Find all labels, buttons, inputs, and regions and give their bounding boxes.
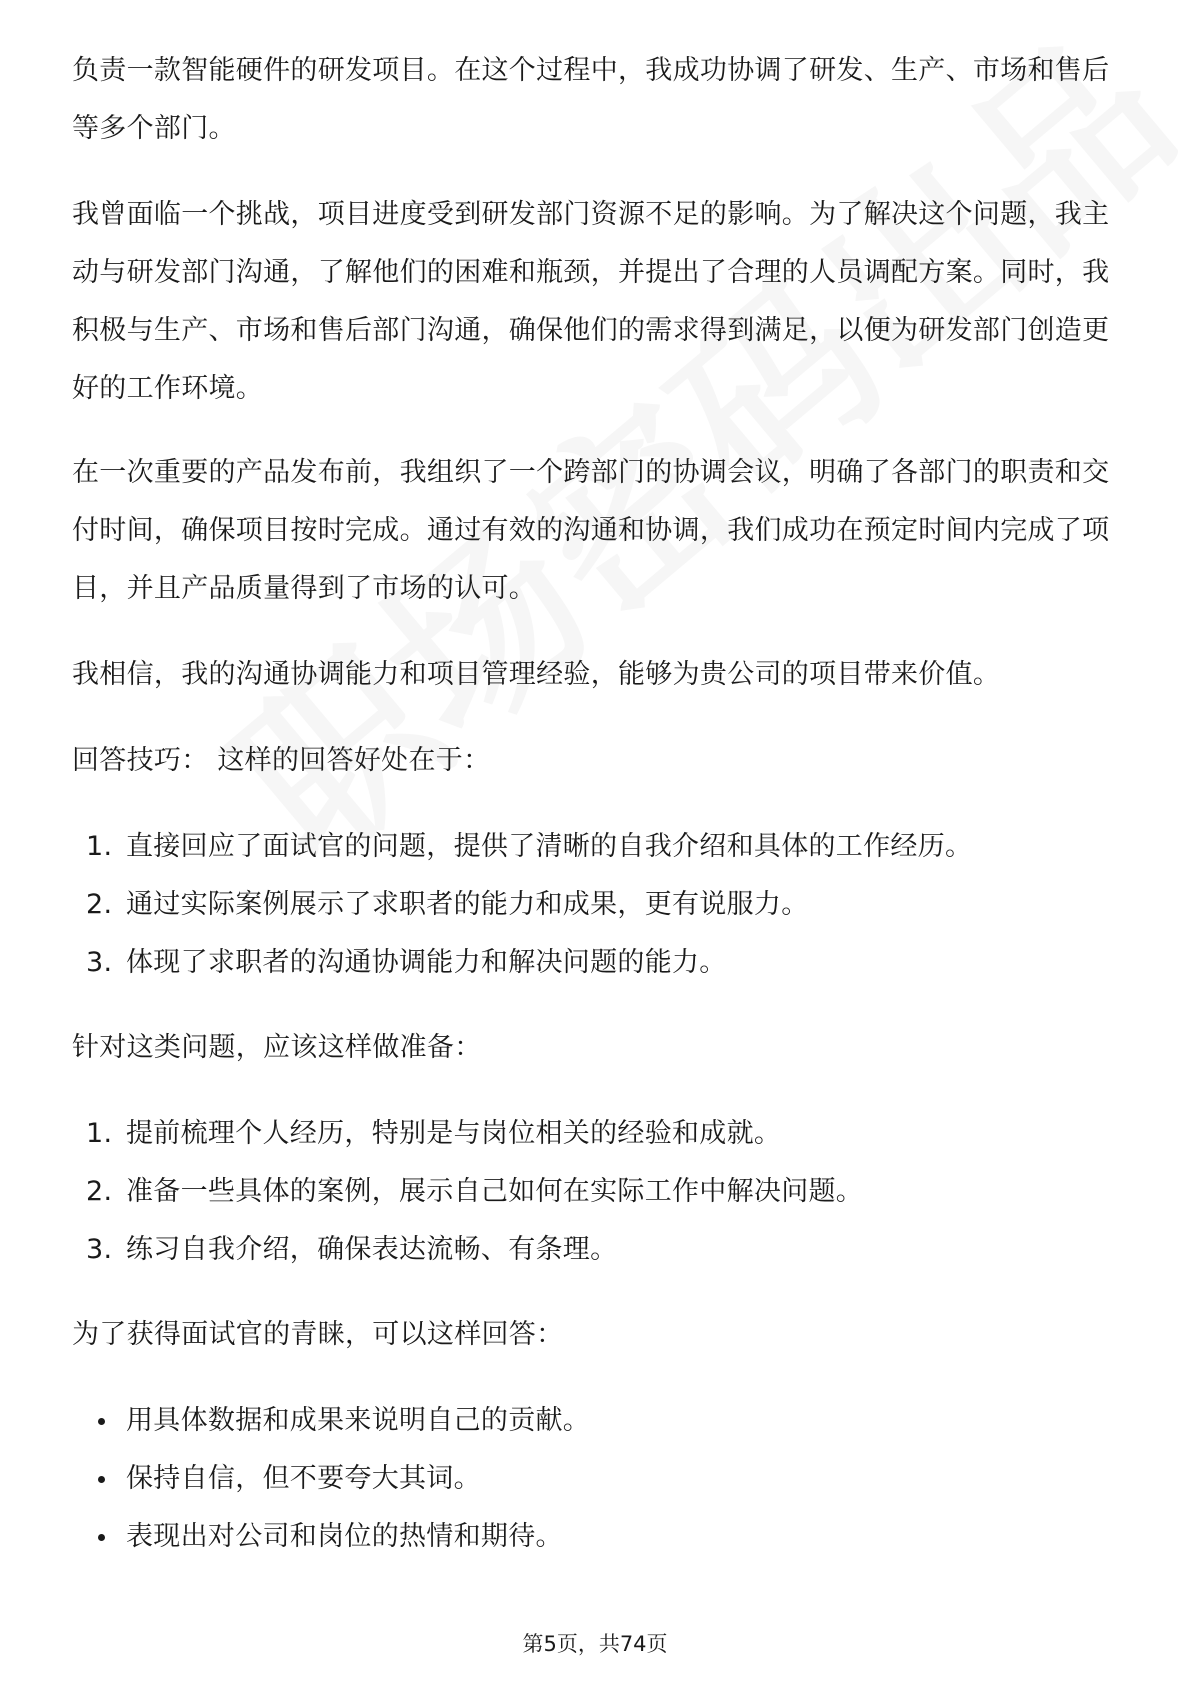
paragraph-challenge: 我曾面临一个挑战，项目进度受到研发部门资源不足的影响。为了解决这个问题，我主动与研发部门沟通，了解他们的困难和瓶颈，并提出了合理的人员调配方案。同时，我积极与生产、市场和售后部门沟通，确保他们的需求得到满足，以便为研发部门创造更好的工作环境。 (72, 199, 1110, 404)
list-item (72, 1163, 863, 1221)
list-item (72, 876, 972, 934)
list-item (72, 818, 972, 876)
paragraph-meeting: 在一次重要的产品发布前，我组织了一个跨部门的协调会议，明确了各部门的职责和交付时间，确保项目按时完成。通过有效的沟通和协调，我们成功在预定时间内完成了项目，并且产品质量得到了市场的认可。 (72, 457, 1110, 604)
list-number: 2. (86, 889, 113, 920)
paragraph-conclusion: 我相信，我的沟通协调能力和项目管理经验，能够为贵公司的项目带来价值。 (72, 659, 1001, 690)
heading-preparation: 针对这类问题，应该这样做准备： (72, 1032, 482, 1063)
list-item-text: 练习自我介绍，确保表达流畅、有条理。 (126, 1234, 618, 1265)
list-item-text: 保持自信，但不要夸大其词。 (126, 1463, 481, 1494)
list-item-text: 体现了求职者的沟通协调能力和解决问题的能力。 (126, 947, 727, 978)
list-item-text: 表现出对公司和岗位的热情和期待。 (126, 1521, 563, 1552)
list-item (72, 1450, 590, 1508)
list-item-text: 用具体数据和成果来说明自己的贡献。 (126, 1405, 591, 1436)
answer-benefits-list (72, 818, 972, 992)
list-item-text: 提前梳理个人经历，特别是与岗位相关的经验和成就。 (126, 1118, 782, 1149)
list-number: 3. (86, 1234, 113, 1265)
list-number: 1. (86, 1118, 113, 1149)
list-item (72, 1508, 590, 1566)
list-item (72, 1105, 863, 1163)
list-item (72, 934, 972, 992)
list-number: 2. (86, 1176, 113, 1207)
heading-impress-interviewer: 为了获得面试官的青睐，可以这样回答： (72, 1319, 564, 1350)
list-item (72, 1392, 590, 1450)
list-number: 3. (86, 947, 113, 978)
answer-tips-bullet-list (72, 1392, 590, 1566)
bullet-icon (98, 1418, 105, 1425)
list-item-text: 直接回应了面试官的问题，提供了清晰的自我介绍和具体的工作经历。 (126, 831, 973, 862)
list-item (72, 1221, 863, 1279)
preparation-list (72, 1105, 863, 1279)
heading-answer-tips: 回答技巧： 这样的回答好处在于： (72, 745, 491, 776)
paragraph-project-intro: 负责一款智能硬件的研发项目。在这个过程中，我成功协调了研发、生产、市场和售后等多个部门。 (72, 55, 1110, 144)
list-number: 1. (86, 831, 113, 862)
bullet-icon (98, 1534, 105, 1541)
list-item-text: 通过实际案例展示了求职者的能力和成果，更有说服力。 (126, 889, 809, 920)
list-item-text: 准备一些具体的案例，展示自己如何在实际工作中解决问题。 (126, 1176, 864, 1207)
bullet-icon (98, 1476, 105, 1483)
page-footer: 第5页，共74页 (522, 1632, 668, 1656)
